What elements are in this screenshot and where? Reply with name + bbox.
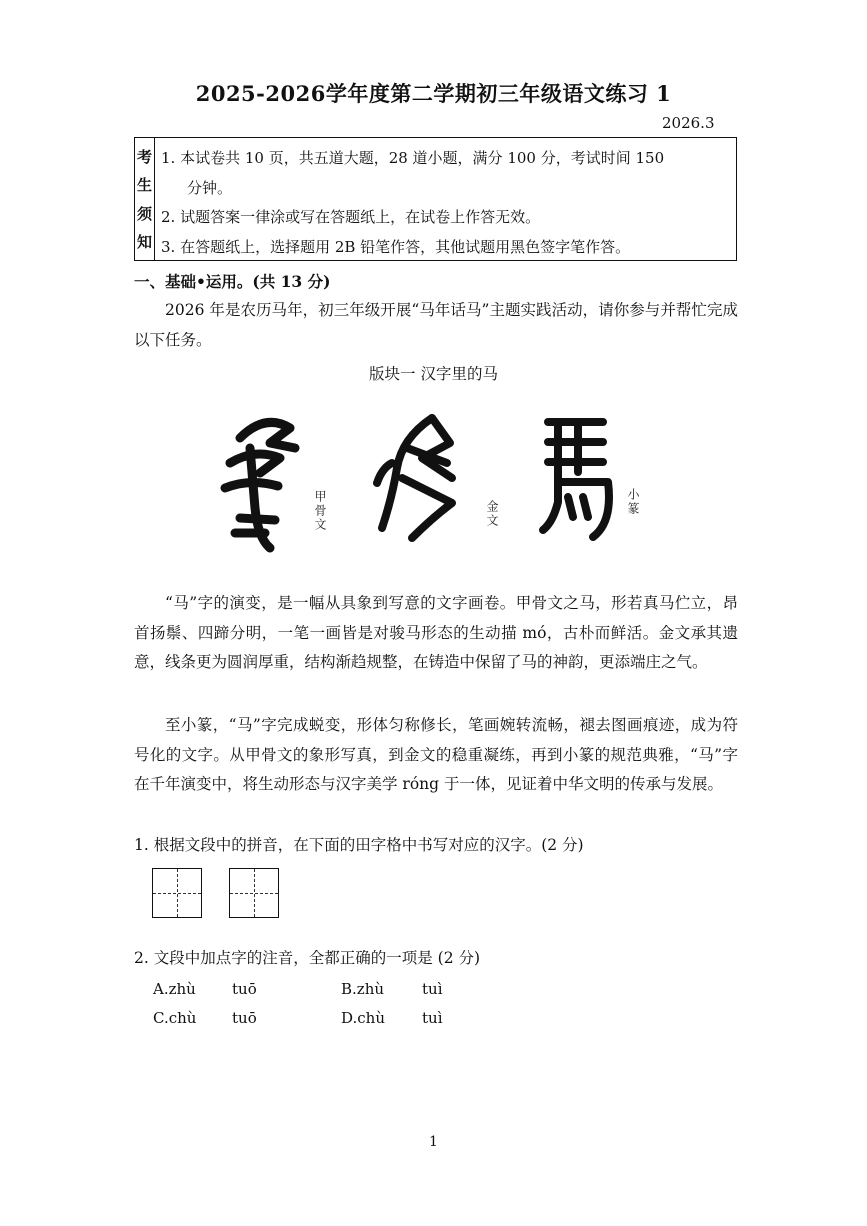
section-heading: 一、基础•运用。(共 13 分) bbox=[134, 272, 331, 291]
option-d-2: tuì bbox=[422, 1009, 443, 1027]
option-letter: C. bbox=[153, 1009, 169, 1027]
option-b[interactable] bbox=[341, 980, 384, 998]
notice-item-3: 3. 在答题纸上，选择题用 2B 铅笔作答，其他试题用黑色签字笔作答。 bbox=[161, 237, 631, 256]
passage-paragraph-2: 至小篆，“马”字完成蜕变，形体匀称修长，笔画婉转流畅，褪去图画痕迹，成为符号化的文字。从甲骨文的象形写真，到金文的稳重凝练，再到小篆的规范典雅，“马”字在千年演变中，将生动形态与汉字美学 róng 于一体，见证着中华文明的传承与发展。 bbox=[134, 716, 738, 793]
option-a[interactable] bbox=[153, 980, 196, 998]
option-letter: D. bbox=[341, 1009, 358, 1027]
writing-grid-1[interactable] bbox=[152, 868, 202, 918]
notice-item-1-cont: 分钟。 bbox=[187, 178, 233, 197]
option-b-2: tuì bbox=[422, 980, 443, 998]
notice-item-2: 2. 试题答案一律涂或写在答题纸上，在试卷上作答无效。 bbox=[161, 208, 541, 226]
glyph-caption-oracle: 甲骨文 bbox=[313, 490, 327, 532]
notice-label-char: 知 bbox=[136, 233, 152, 252]
notice-label-char: 考 bbox=[136, 147, 152, 166]
option-letter: A. bbox=[153, 980, 169, 998]
notice-items bbox=[161, 144, 726, 262]
page-number: 1 bbox=[429, 1134, 438, 1150]
section-intro: 2026 年是农历马年，初三年级开展“马年话马”主题实践活动，请你参与并帮忙完成以下任务。 bbox=[134, 301, 738, 349]
option-d[interactable] bbox=[341, 1009, 385, 1027]
notice-label bbox=[135, 138, 155, 260]
notice-label-char: 须 bbox=[136, 204, 152, 223]
exam-date: 2026.3 bbox=[662, 114, 715, 132]
option-letter: B. bbox=[341, 980, 357, 998]
question-2: 2. 文段中加点字的注音，全都正确的一项是 (2 分) bbox=[134, 949, 481, 967]
option-pinyin-1: chù bbox=[168, 1009, 197, 1027]
page-title: 2025-2026学年度第二学期初三年级语文练习 1 bbox=[195, 81, 672, 106]
option-pinyin-1: chù bbox=[357, 1009, 385, 1027]
seal-script-horse-glyph bbox=[538, 412, 618, 552]
glyph-caption-bronze: 金文 bbox=[485, 500, 499, 528]
option-a-2: tuō bbox=[232, 980, 257, 998]
option-c[interactable] bbox=[153, 1009, 196, 1027]
writing-grid-2[interactable] bbox=[229, 868, 279, 918]
notice-box bbox=[134, 137, 737, 261]
question-1: 1. 根据文段中的拼音，在下面的田字格中书写对应的汉字。(2 分) bbox=[134, 836, 584, 854]
block-title: 版块一 汉字里的马 bbox=[369, 365, 498, 383]
passage-paragraph-1: “马”字的演变，是一幅从具象到写意的文字画卷。甲骨文之马，形若真马伫立，昂首扬鬃、四蹄分明，一笔一画皆是对骏马形态的生动描 mó，古朴而鲜活。金文承其遗意，线条更为圆润厚重，结构渐趋规整，在铸造中保留了马的神韵，更添端庄之气。 bbox=[134, 594, 738, 671]
notice-label-char: 生 bbox=[136, 176, 152, 195]
oracle-bone-horse-glyph bbox=[210, 408, 310, 558]
bronze-horse-glyph bbox=[372, 408, 467, 548]
notice-item-1: 1. 本试卷共 10 页，共五道大题，28 道小题，满分 100 分，考试时间 150 bbox=[161, 149, 665, 167]
option-pinyin-1: zhù bbox=[356, 980, 385, 998]
option-c-2: tuō bbox=[232, 1009, 257, 1027]
option-pinyin-1: zhù bbox=[168, 980, 196, 998]
glyph-caption-seal: 小篆 bbox=[626, 488, 640, 516]
